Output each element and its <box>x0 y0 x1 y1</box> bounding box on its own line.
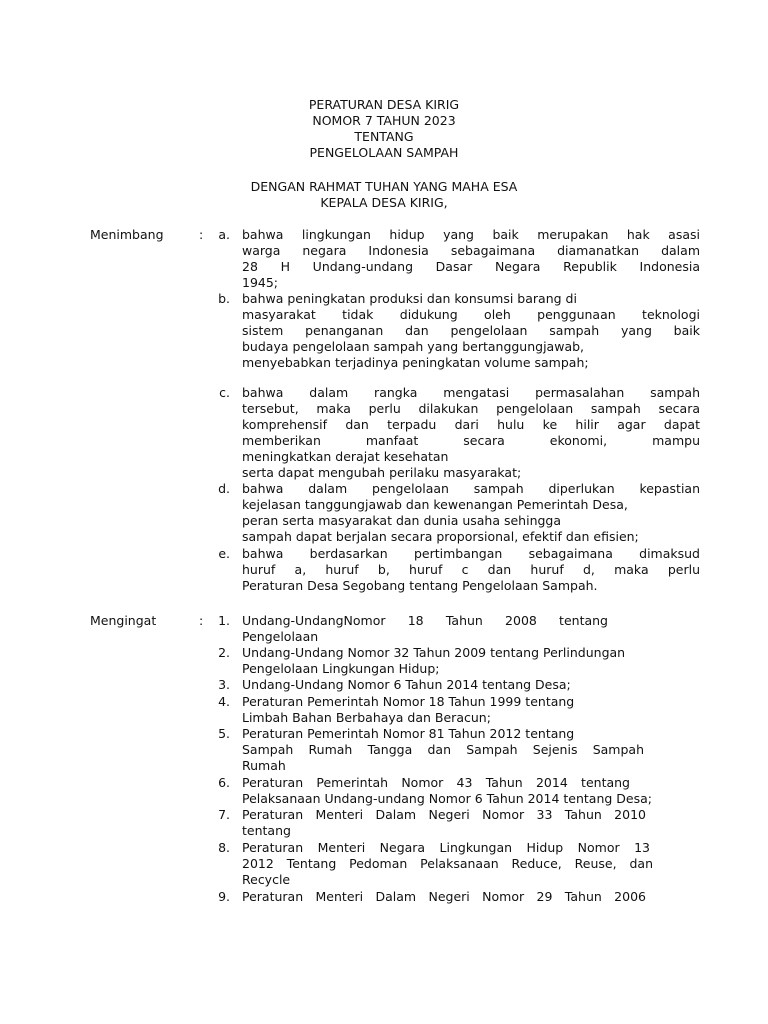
document-title-block <box>0 97 768 161</box>
number-line: NOMOR 7 TAHUN 2023 <box>312 113 456 128</box>
item-text <box>242 645 700 677</box>
opening-line: DENGAN RAHMAT TUHAN YANG MAHA ESA <box>250 179 518 194</box>
item-text <box>242 726 700 774</box>
text-line: sampah dapat berjalan secara proporsional, efektif dan efisien; <box>242 529 639 544</box>
text-line: Sampah Rumah Tangga dan Sampah Sejenis Sampah <box>242 742 644 757</box>
text-line: Limbah Bahan Berbahaya dan Beracun; <box>242 710 491 725</box>
text-line: Undang-UndangNomor 18 Tahun 2008 tentang <box>242 613 608 628</box>
text-line: memberikan manfaat secara ekonomi, mampu <box>242 433 700 448</box>
text-line: masyarakat tidak didukung oleh penggunaan teknologi <box>242 307 700 322</box>
item-text <box>242 613 608 645</box>
text-line: sistem penanganan dan pengelolaan sampah yang baik <box>242 323 700 338</box>
section-label: Menimbang <box>90 227 164 242</box>
opening-block <box>0 179 768 211</box>
text-line: Pelaksanaan Undang-undang Nomor 6 Tahun 2014 tentang Desa; <box>242 791 652 806</box>
text-line: Undang-Undang Nomor 32 Tahun 2009 tentang Perlindungan <box>242 645 626 660</box>
text-line: peran serta masyarakat dan dunia usaha sehingga <box>242 513 562 528</box>
section-colon: : <box>199 613 204 628</box>
opening-line: KEPALA DESA KIRIG, <box>320 195 448 210</box>
item-marker: 4. <box>218 694 230 709</box>
text-line: Peraturan Menteri Dalam Negeri Nomor 33 Tahun 2010 <box>242 807 646 822</box>
item-marker: d. <box>218 481 230 496</box>
text-line: Pengelolaan <box>242 629 319 644</box>
item-text <box>242 889 700 905</box>
text-line: 28 H Undang-undang Dasar Negara Republik Indonesia <box>242 259 700 274</box>
text-line: bahwa lingkungan hidup yang baik merupakan hak asasi <box>242 227 700 242</box>
text-line: Pengelolaan Lingkungan Hidup; <box>242 661 440 676</box>
item-marker: 2. <box>218 645 230 660</box>
section-label: Mengingat <box>90 613 157 628</box>
item-text <box>242 481 700 545</box>
item-marker: 3. <box>218 677 230 692</box>
item-marker: b. <box>218 291 230 306</box>
text-line: Peraturan Pemerintah Nomor 43 Tahun 2014 tentang <box>242 775 630 790</box>
subject-line: PENGELOLAAN SAMPAH <box>309 145 459 160</box>
text-line: Peraturan Pemerintah Nomor 81 Tahun 2012 tentang <box>242 726 575 741</box>
text-line: huruf a, huruf b, huruf c dan huruf d, maka perlu <box>242 562 700 577</box>
text-line: Peraturan Pemerintah Nomor 18 Tahun 1999 tentang <box>242 694 575 709</box>
item-marker: e. <box>218 546 230 561</box>
text-line: Peraturan Menteri Negara Lingkungan Hidup Nomor 13 <box>242 840 650 855</box>
item-text <box>242 291 700 371</box>
text-line: Rumah <box>242 758 286 773</box>
item-marker: a. <box>218 227 230 242</box>
item-text <box>242 694 700 726</box>
title-line: PERATURAN DESA KIRIG <box>308 97 460 112</box>
item-marker: 8. <box>218 840 230 855</box>
text-line: tentang <box>242 823 291 838</box>
text-line: menyebabkan terjadinya peningkatan volume sampah; <box>242 355 589 370</box>
item-text <box>242 775 700 807</box>
item-marker: 1. <box>218 613 230 628</box>
text-line: Peraturan Menteri Dalam Negeri Nomor 29 Tahun 2006 <box>242 889 646 904</box>
item-marker: 9. <box>218 889 230 904</box>
text-line: budaya pengelolaan sampah yang bertanggungjawab, <box>242 339 585 354</box>
text-line: kejelasan tanggungjawab dan kewenangan Pemerintah Desa, <box>242 497 628 512</box>
item-marker: 7. <box>218 807 230 822</box>
text-line: tersebut, maka perlu dilakukan pengelolaan sampah secara <box>242 401 700 416</box>
item-marker: 5. <box>218 726 230 741</box>
text-line: warga negara Indonesia sebagaimana diamanatkan dalam <box>242 243 700 258</box>
item-text <box>242 227 700 291</box>
text-line: Undang-Undang Nomor 6 Tahun 2014 tentang Desa; <box>242 677 571 692</box>
item-text <box>242 840 700 888</box>
text-line: Peraturan Desa Segobang tentang Pengelolaan Sampah. <box>242 578 598 593</box>
item-text <box>242 385 700 481</box>
text-line: bahwa dalam rangka mengatasi permasalahan sampah <box>242 385 700 400</box>
text-line: meningkatkan derajat kesehatan <box>242 449 449 464</box>
text-line: 1945; <box>242 275 279 290</box>
item-marker: 6. <box>218 775 230 790</box>
text-line: Recycle <box>242 872 291 887</box>
item-text <box>242 807 700 839</box>
text-line: bahwa dalam pengelolaan sampah diperlukan kepastian <box>242 481 700 496</box>
item-text <box>242 677 700 693</box>
text-line: serta dapat mengubah perilaku masyarakat; <box>242 465 522 480</box>
text-line: bahwa berdasarkan pertimbangan sebagaimana dimaksud <box>242 546 700 561</box>
text-line: komprehensif dan terpadu dari hulu ke hilir agar dapat <box>242 417 700 432</box>
item-text <box>242 546 700 594</box>
text-line: bahwa peningkatan produksi dan konsumsi barang di <box>242 291 577 306</box>
item-marker: c. <box>219 385 230 400</box>
text-line: 2012 Tentang Pedoman Pelaksanaan Reduce, Reuse, dan <box>242 856 653 871</box>
tentang-line: TENTANG <box>354 129 414 144</box>
section-colon: : <box>199 227 204 242</box>
